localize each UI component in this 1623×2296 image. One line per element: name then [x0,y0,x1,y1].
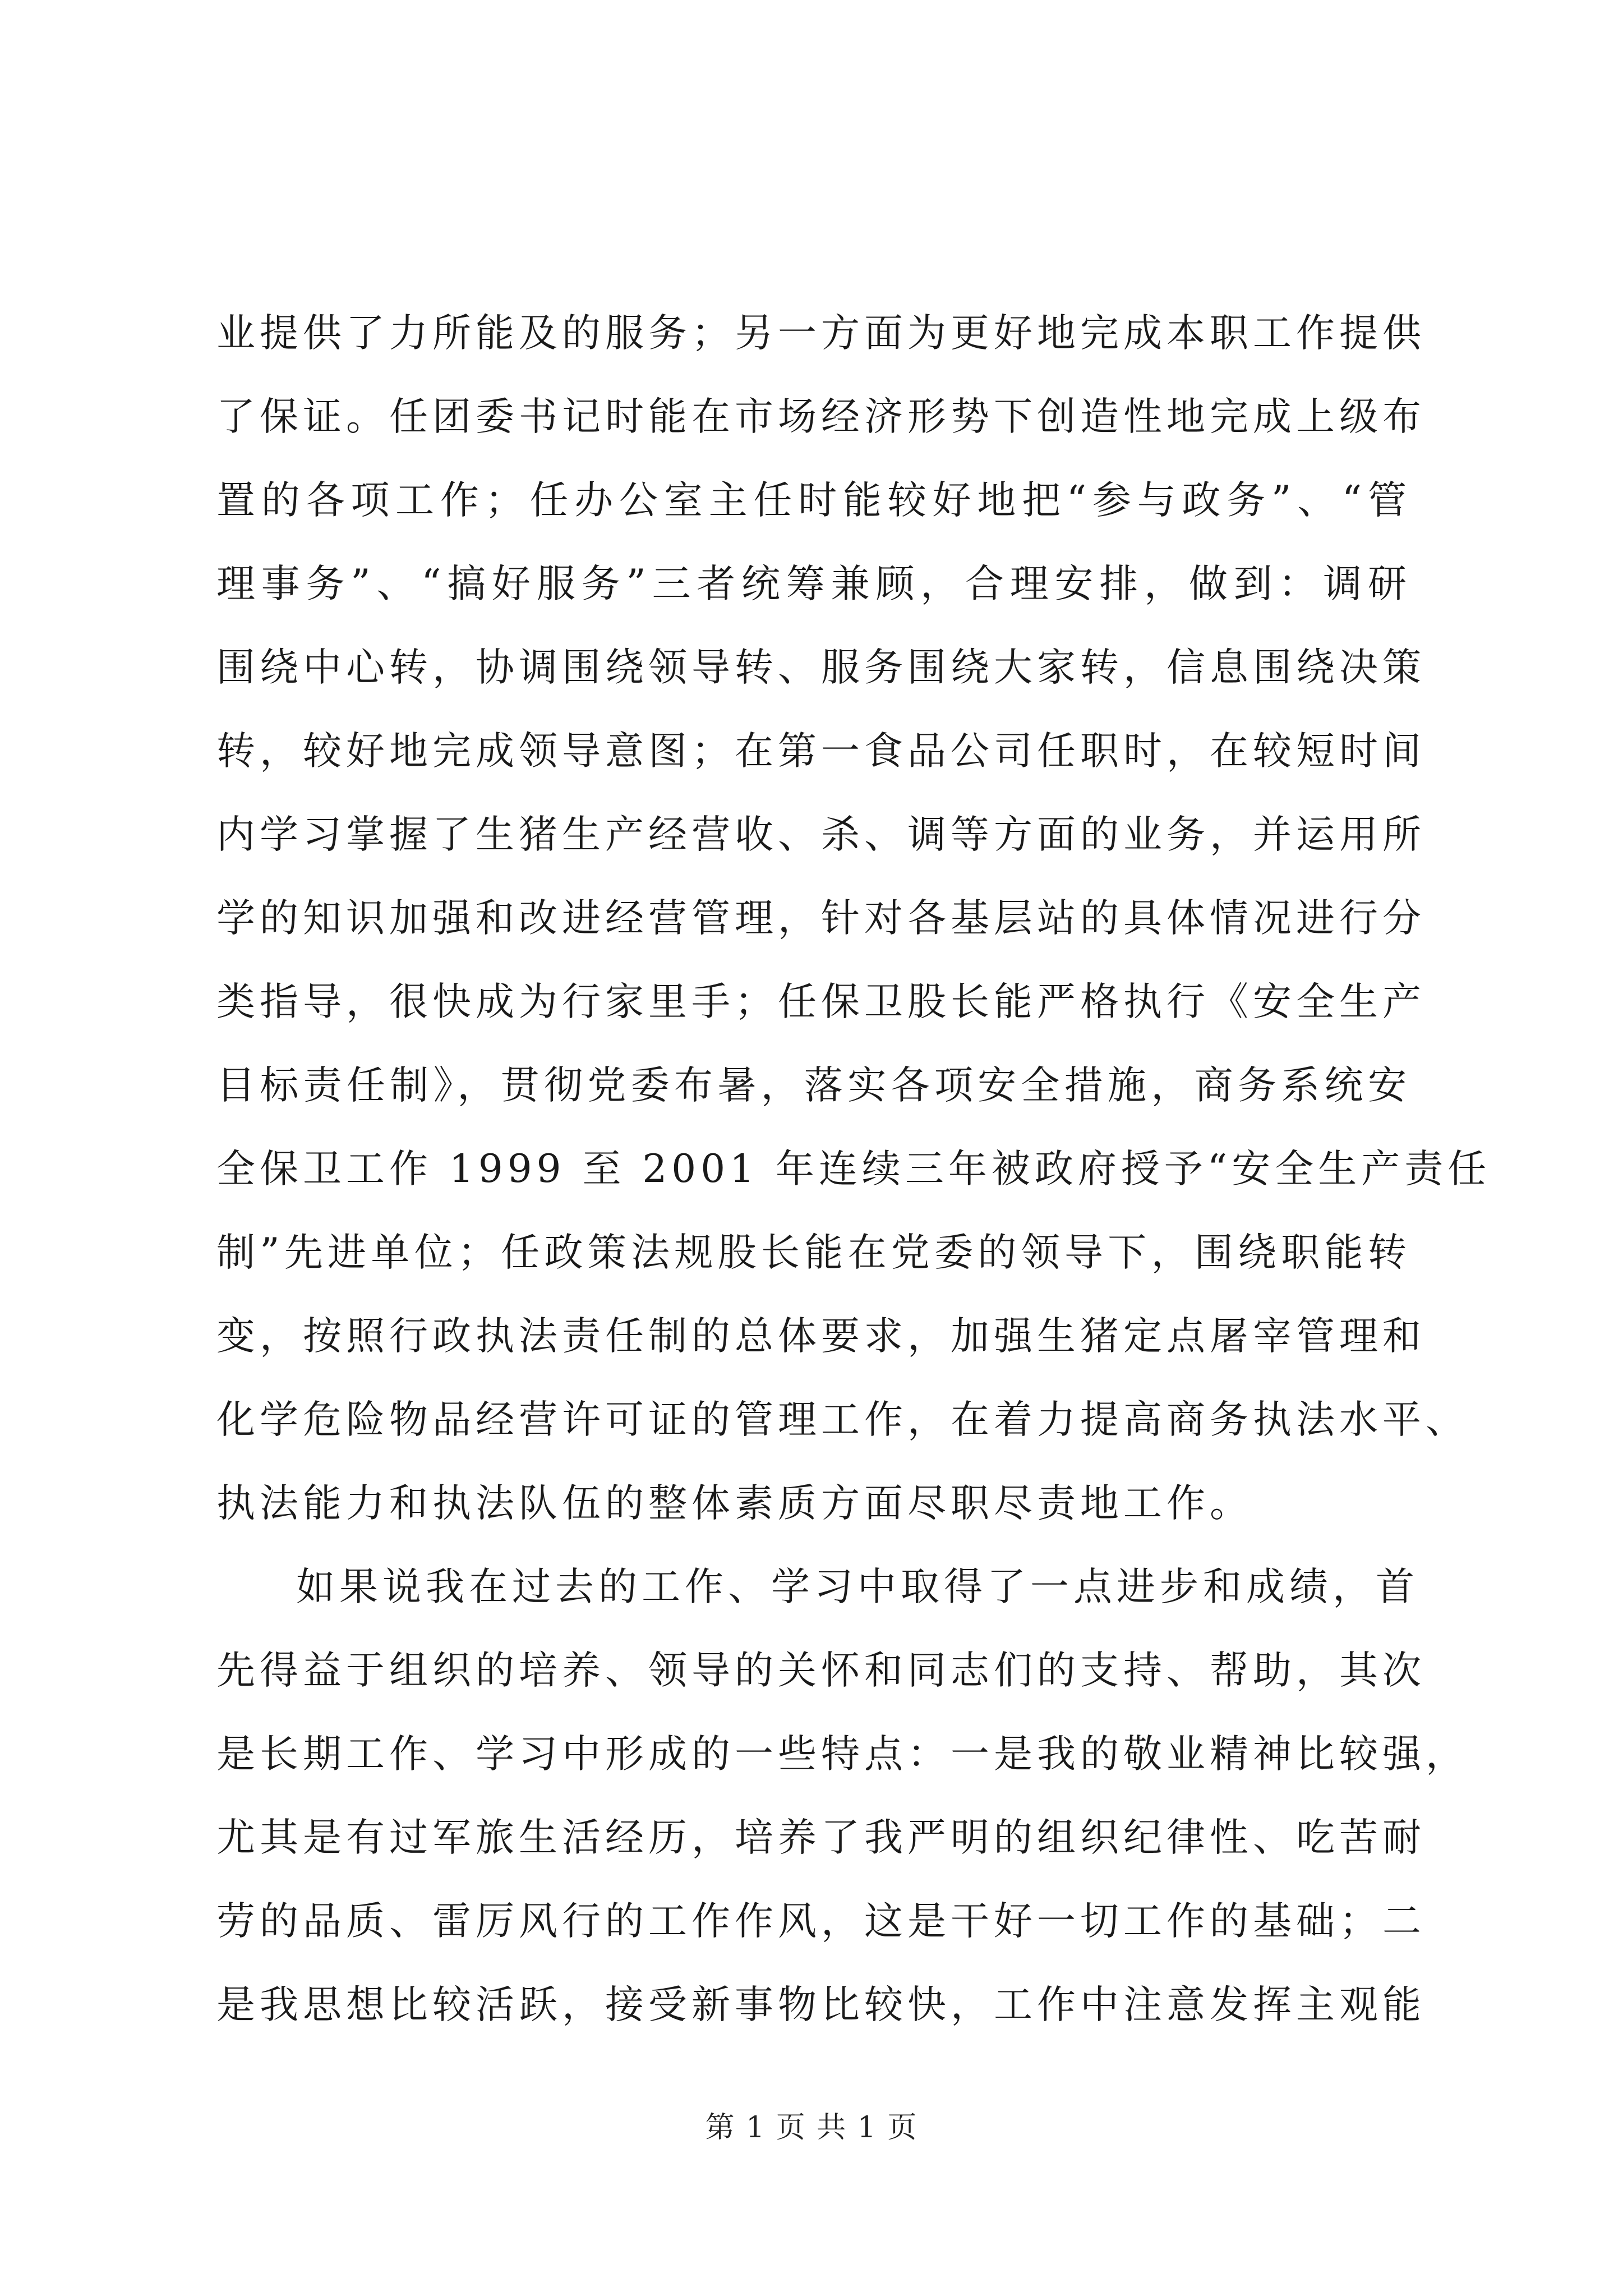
text-line: 是长期工作、学习中形成的一些特点：一是我的敬业精神比较强， [216,1732,1469,1777]
document-body [216,292,1491,2047]
text-line: 理事务”、“搞好服务”三者统筹兼顾，合理安排，做到：调研 [216,562,1411,606]
text-line: 如果说我在过去的工作、学习中取得了一点进步和成绩，首 [296,1565,1419,1609]
text-line: 业提供了力所能及的服务；另一方面为更好地完成本职工作提供 [216,311,1426,356]
text-line: 先得益于组织的培养、领导的关怀和同志们的支持、帮助，其次 [216,1648,1426,1693]
text-line: 尤其是有过军旅生活经历，培养了我严明的组织纪律性、吃苦耐 [216,1815,1426,1860]
text-line: 围绕中心转，协调围绕领导转、服务围绕大家转，信息围绕决策 [216,645,1426,690]
text-line: 置的各项工作；任办公室主任时能较好地把“参与政务”、“管 [216,478,1411,523]
text-line: 类指导，很快成为行家里手；任保卫股长能严格执行《安全生产 [216,979,1426,1024]
text-line: 转，较好地完成领导意图；在第一食品公司任职时，在较短时间 [216,729,1426,774]
text-line: 是我思想比较活跃，接受新事物比较快，工作中注意发挥主观能 [216,1982,1426,2027]
text-line: 变，按照行政执法责任制的总体要求，加强生猪定点屠宰管理和 [216,1314,1426,1359]
paragraph-1 [216,292,1491,1545]
text-line: 了保证。任团委书记时能在市场经济形势下创造性地完成上级布 [216,394,1426,439]
text-line: 化学危险物品经营许可证的管理工作，在着力提高商务执法水平、 [216,1397,1469,1442]
text-line: 执法能力和执法队伍的整体素质方面尽职尽责地工作。 [216,1481,1253,1526]
text-line: 学的知识加强和改进经营管理，针对各基层站的具体情况进行分 [216,896,1426,941]
page-number-footer: 第 1 页 共 1 页 [705,2111,918,2145]
text-line: 目标责任制》，贯彻党委布暑，落实各项安全措施，商务系统安 [216,1063,1411,1108]
paragraph-2 [216,1545,1469,2047]
text-line: 劳的品质、雷厉风行的工作作风，这是干好一切工作的基础；二 [216,1899,1426,1944]
text-line: 内学习掌握了生猪生产经营收、杀、调等方面的业务，并运用所 [216,812,1426,857]
text-line: 制”先进单位；任政策法规股长能在党委的领导下，围绕职能转 [216,1230,1411,1275]
text-line: 全保卫工作 1999 至 2001 年连续三年被政府授予“安全生产责任 [216,1147,1491,1191]
